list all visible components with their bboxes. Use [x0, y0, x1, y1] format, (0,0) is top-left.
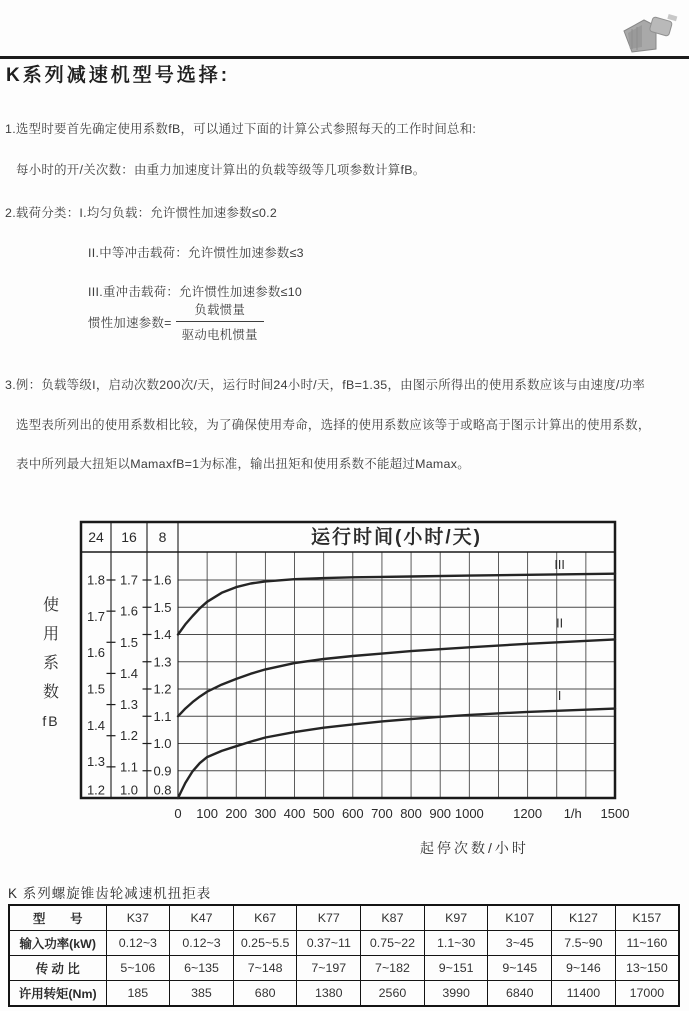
x-tick-label: 1500 [600, 806, 630, 821]
paragraph-load-class-3: III.重冲击载荷：允许惯性加速参数≤10 [88, 285, 303, 300]
table-cell: 680 [233, 981, 297, 1007]
table-cell: 7.5~90 [552, 931, 616, 956]
y-axis-label-fb: fB [42, 713, 60, 729]
inertia-formula [88, 300, 264, 343]
y-scale-tick-label: 1.4 [153, 627, 172, 642]
y-scale-tick-label: 1.8 [86, 572, 106, 588]
paragraph-example-3: 表中所列最大扭矩以MamaxfB=1为标准，输出扭矩和使用系数不能超过Mamax。 [16, 457, 470, 472]
table-cell: K157 [615, 905, 679, 931]
table-cell: 1380 [297, 981, 361, 1007]
table-row [9, 905, 679, 931]
scale-header: 8 [158, 529, 167, 545]
y-scale-tick-label: 0.9 [153, 763, 172, 779]
paragraph-example-2: 选型表所列出的使用系数相比较，为了确保使用寿命，选择的使用系数应该等于或略高于图示计算出的使用系数， [16, 418, 651, 433]
y-scale-tick-label: 1.7 [86, 608, 106, 624]
table-title: K 系列螺旋锥齿轮减速机扭拒表 [8, 886, 212, 901]
table-cell: 3~45 [488, 931, 552, 956]
table-cell: K127 [552, 905, 616, 931]
row-header: 输入功率(kW) [9, 931, 106, 956]
row-header: 传 动 比 [9, 956, 106, 981]
table-cell: 5~106 [106, 956, 170, 981]
table-cell: 7~148 [233, 956, 297, 981]
y-scale-tick-label: 1.0 [119, 782, 139, 798]
y-scale-tick-label: 1.6 [119, 603, 139, 619]
table-cell: K107 [488, 905, 552, 931]
table-cell: K77 [297, 905, 361, 931]
table-cell: 13~150 [615, 956, 679, 981]
curve-I [178, 709, 615, 798]
table-row [9, 981, 679, 1007]
table-cell: 7~182 [361, 956, 425, 981]
table-cell: 9~145 [488, 956, 552, 981]
y-scale-tick-label: 1.6 [86, 645, 106, 661]
y-scale-tick-label: 1.0 [153, 736, 172, 751]
paragraph-example-1: 3.例：负载等级I，启动次数200次/天，运行时间24小时/天，fB=1.35，由图示所得出的使用系数应该与由速度/功率 [5, 378, 646, 393]
y-axis-label-char: 数 [42, 684, 59, 701]
y-axis-label-char: 使 [42, 597, 59, 614]
x-tick-label: 1000 [454, 806, 484, 821]
y-axis-label-char: 系 [42, 655, 59, 672]
torque-table [8, 904, 680, 1007]
y-scale-tick-label: 1.6 [153, 572, 172, 588]
x-tick-label: 100 [196, 806, 218, 821]
table-cell: 0.75~22 [361, 931, 425, 956]
table-cell: 11400 [552, 981, 616, 1007]
y-scale-tick-label: 1.3 [119, 697, 139, 713]
x-tick-label: 0 [174, 806, 182, 821]
x-tick-label: 700 [371, 806, 393, 821]
table-cell: 0.12~3 [106, 931, 170, 956]
paragraph-selection-step1: 1.选型时要首先确定使用系数fB，可以通过下面的计算公式参照每天的工作时间总和: [5, 122, 477, 137]
y-scale-tick-label: 1.1 [153, 708, 172, 724]
y-scale-tick-label: 1.4 [119, 665, 139, 681]
paragraph-switch-cycles: 每小时的开/关次数：由重力加速度计算出的负载等级等几项参数计算fB。 [16, 163, 426, 178]
table-cell: K97 [424, 905, 488, 931]
table-cell: 11~160 [615, 931, 679, 956]
table-row [9, 956, 679, 981]
paragraph-load-class-1: 2.载荷分类：I.均匀负载：允许惯性加速参数≤0.2 [5, 206, 278, 221]
table-cell: K47 [170, 905, 234, 931]
row-header: 型 号 [9, 905, 106, 931]
table-cell: 185 [106, 981, 170, 1007]
gearbox-photo [618, 11, 680, 54]
y-axis-label-char: 用 [42, 626, 59, 643]
table-cell: 17000 [615, 981, 679, 1007]
y-scale-tick-label: 0.8 [153, 782, 172, 798]
table-cell: K37 [106, 905, 170, 931]
y-scale-tick-label: 1.5 [86, 681, 106, 697]
table-cell: 385 [170, 981, 234, 1007]
curve-III [178, 574, 615, 635]
x-tick-label: 600 [341, 806, 364, 821]
x-tick-label: 800 [400, 806, 422, 821]
y-scale-tick-label: 1.5 [119, 634, 139, 650]
table-cell: 6~135 [170, 956, 234, 981]
curve-label-II: II [556, 616, 564, 631]
table-cell: 2560 [361, 981, 425, 1007]
y-axis-label [38, 591, 64, 736]
chart-title: 运行时间(小时/天) [311, 527, 482, 548]
formula-fraction [176, 300, 264, 343]
formula-numerator: 负载惯量 [194, 303, 246, 317]
y-scale-tick-label: 1.2 [86, 782, 106, 798]
table-cell: 6840 [488, 981, 552, 1007]
table-cell: 7~197 [297, 956, 361, 981]
y-scale-tick-label: 1.3 [153, 654, 172, 670]
y-scale-tick-label: 1.4 [86, 717, 106, 733]
curve-label-I: I [557, 688, 562, 703]
table-cell: 9~151 [424, 956, 488, 981]
table-cell: 0.37~11 [297, 931, 361, 956]
scale-header: 24 [88, 529, 104, 545]
table-cell: K87 [361, 905, 425, 931]
table-cell: 9~146 [552, 956, 616, 981]
fb-selection-chart [81, 522, 630, 834]
x-tick-label: 400 [283, 806, 306, 821]
table-row [9, 931, 679, 956]
scale-header: 16 [121, 529, 137, 545]
y-scale-tick-label: 1.2 [119, 728, 139, 744]
x-axis-label: 起停次数/小时 [420, 840, 529, 856]
x-tick-label: 300 [254, 806, 277, 821]
table-cell: 3990 [424, 981, 488, 1007]
y-scale-tick-label: 1.2 [153, 681, 172, 697]
x-tick-label: 1/h [563, 806, 582, 821]
x-tick-label: 1200 [513, 806, 543, 821]
x-tick-label: 500 [312, 806, 335, 821]
y-scale-tick-label: 1.1 [119, 759, 139, 775]
table-cell: 0.12~3 [170, 931, 234, 956]
x-tick-label: 900 [429, 806, 452, 821]
y-scale-tick-label: 1.5 [153, 599, 172, 615]
motor-shaft [667, 14, 677, 21]
formula-denominator: 驱动电机惯量 [176, 321, 264, 343]
y-scale-tick-label: 1.7 [119, 572, 139, 588]
formula-lhs: 惯性加速参数= [88, 315, 172, 330]
header-rule [0, 56, 689, 59]
x-tick-label: 200 [225, 806, 248, 821]
curve-label-III: III [554, 558, 565, 573]
paragraph-load-class-2: II.中等冲击载荷：允许惯性加速参数≤3 [88, 246, 304, 261]
table-cell: 0.25~5.5 [233, 931, 297, 956]
page-title: K系列减速机型号选择: [6, 65, 231, 86]
table-cell: 1.1~30 [424, 931, 488, 956]
table-cell: K67 [233, 905, 297, 931]
curve-II [178, 639, 615, 716]
row-header: 许用转矩(Nm) [9, 981, 106, 1007]
y-scale-tick-label: 1.3 [86, 754, 106, 770]
